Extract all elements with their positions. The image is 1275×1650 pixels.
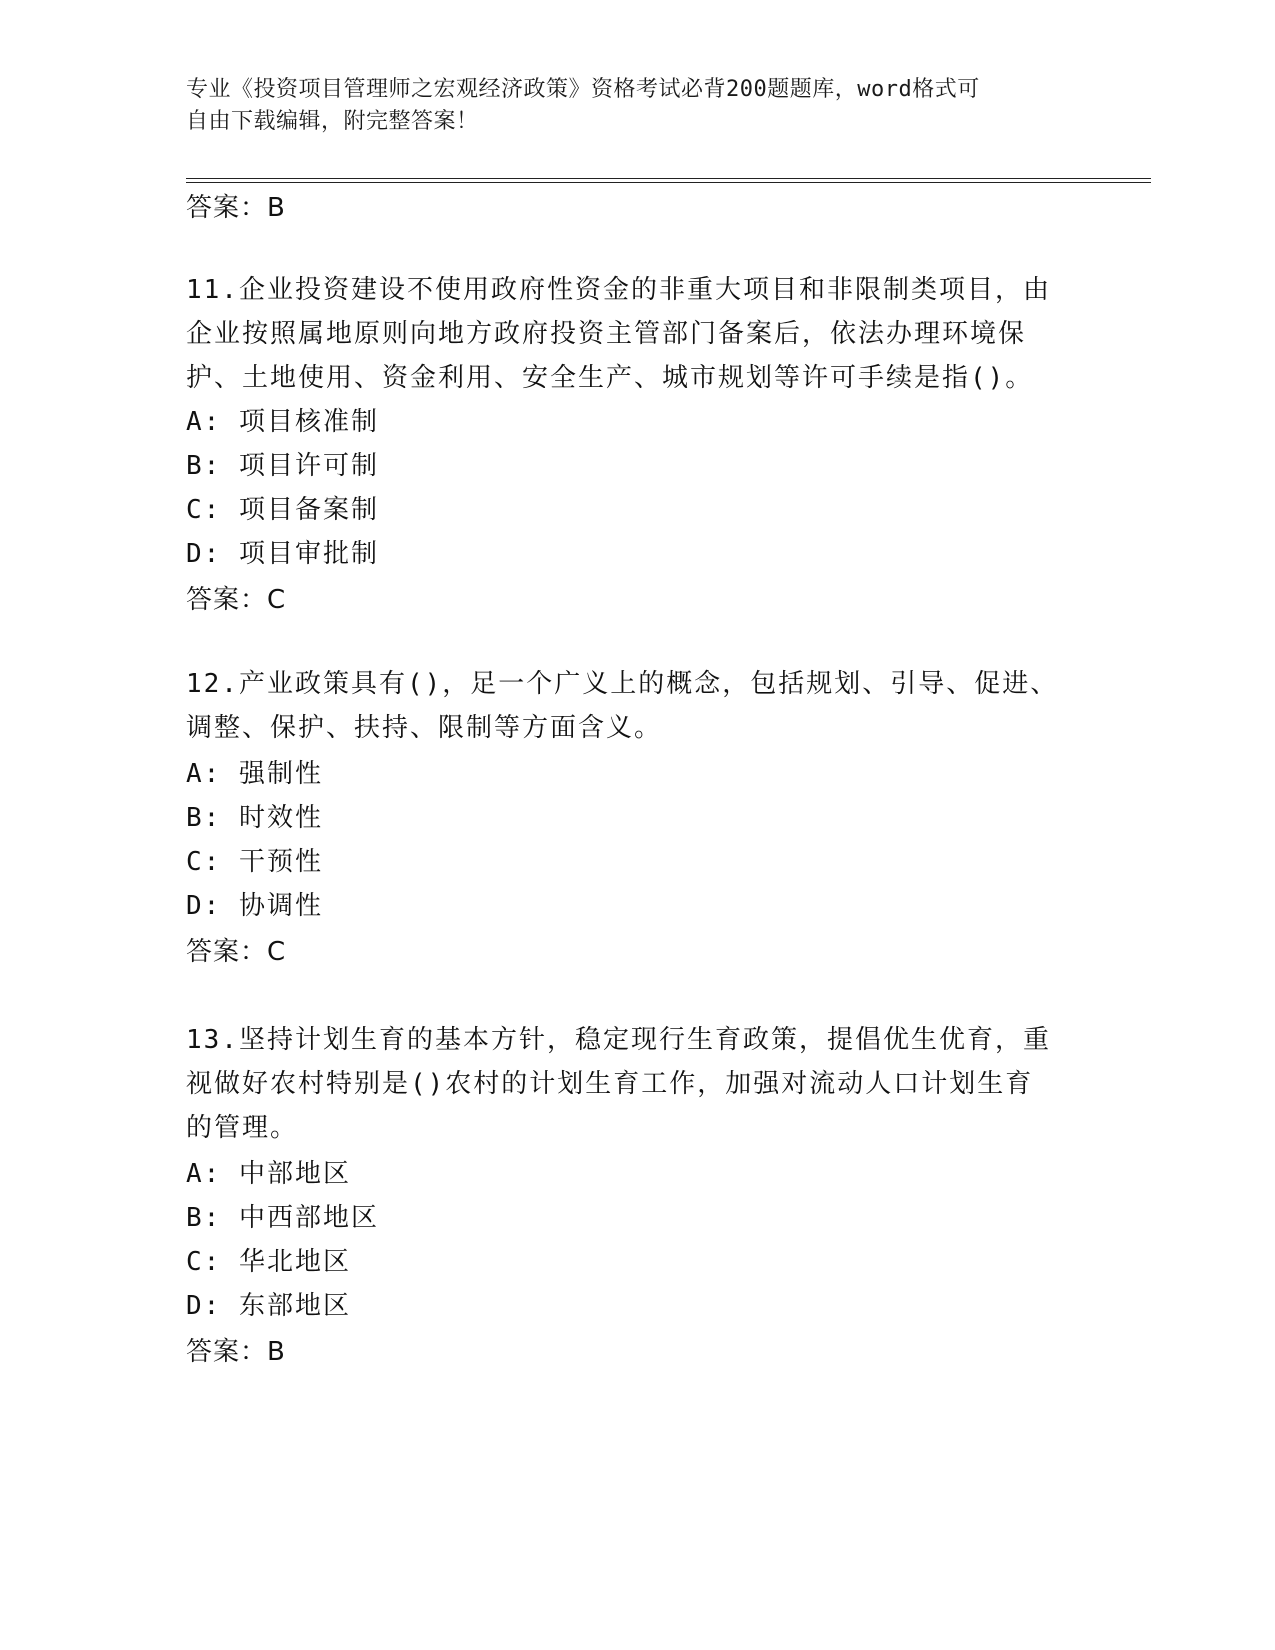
document-header [186,74,1066,138]
q11-answer: 答案：C [186,585,287,615]
q12-answer: 答案：C [186,937,287,967]
header-line-2: 自由下载编辑，附完整答案！ [186,109,479,134]
q13-answer: 答案：B [186,1337,286,1367]
header-line-1: 专业《投资项目管理师之宏观经济政策》资格考试必背200题题库，word格式可 [186,77,980,102]
q12-option-a: A: 强制性 [186,759,323,789]
q13-option-d: D: 东部地区 [186,1291,351,1321]
header-divider-bottom [186,182,1151,183]
q11-option-d: D: 项目审批制 [186,539,379,569]
q13-option-a: A: 中部地区 [186,1159,351,1189]
answer-prev: 答案：B [186,193,286,223]
q11-line-2: 企业按照属地原则向地方政府投资主管部门备案后，依法办理环境保 [186,319,1027,349]
q12-line-1: 12.产业政策具有()，足一个广义上的概念，包括规划、引导、促进、 [186,669,1059,699]
q13-line-1: 13.坚持计划生育的基本方针，稳定现行生育政策，提倡优生优育，重 [186,1025,1051,1055]
q11-option-c: C: 项目备案制 [186,495,379,525]
q12-option-b: B: 时效性 [186,803,323,833]
q11-line-1: 11.企业投资建设不使用政府性资金的非重大项目和非限制类项目，由 [186,275,1051,305]
header-divider-top [186,178,1151,179]
q11-option-b: B: 项目许可制 [186,451,379,481]
q13-line-3: 的管理。 [186,1113,299,1143]
q12-line-2: 调整、保护、扶持、限制等方面含义。 [186,713,663,743]
q12-option-c: C: 干预性 [186,847,323,877]
q13-option-b: B: 中西部地区 [186,1203,379,1233]
q13-line-2: 视做好农村特别是()农村的计划生育工作，加强对流动人口计划生育 [186,1069,1034,1099]
q11-line-3: 护、土地使用、资金利用、安全生产、城市规划等许可手续是指()。 [186,363,1034,393]
q11-option-a: A: 项目核准制 [186,407,379,437]
q13-option-c: C: 华北地区 [186,1247,351,1277]
q12-option-d: D: 协调性 [186,891,323,921]
